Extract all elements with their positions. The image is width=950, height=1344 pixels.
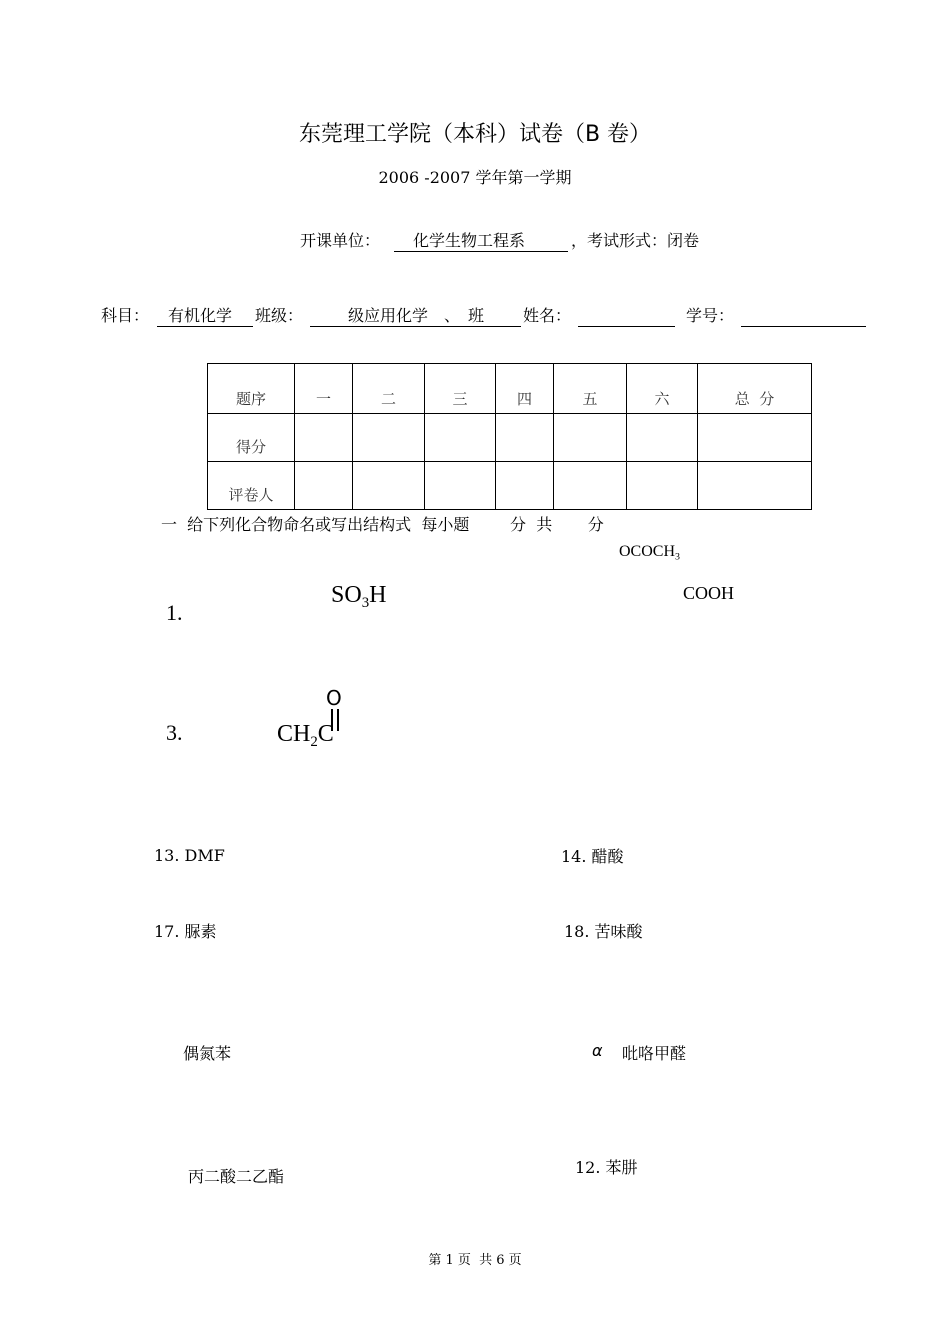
name-label: 姓名： [523, 306, 572, 325]
grader-cell[interactable] [295, 462, 353, 510]
score-row [208, 414, 812, 462]
score-cell[interactable] [353, 414, 425, 462]
score-cell[interactable] [295, 414, 353, 462]
question-2-cooh: COOH [683, 583, 735, 603]
formula-part: SO [331, 582, 362, 608]
class-value: 级应用化学 、 班 [348, 306, 485, 325]
formula-subscript: 3 [361, 595, 370, 612]
formula-subscript: 3 [675, 551, 680, 563]
grader-cell[interactable] [425, 462, 496, 510]
exam-format: ，考试形式：闭卷 [571, 231, 700, 250]
formula-part: H [369, 582, 387, 608]
score-table [207, 363, 812, 510]
score-table-header-row [208, 364, 812, 414]
score-header-cell: 六 [627, 364, 698, 414]
question-13: 13. DMF [154, 846, 225, 865]
page-footer: 第 1 页 共 6 页 [428, 1253, 522, 1268]
score-cell[interactable] [627, 414, 698, 462]
exam-term: 2006 -2007 学年第一学期 [378, 168, 572, 187]
grader-cell[interactable] [554, 462, 627, 510]
dept-underline [394, 251, 568, 252]
carbonyl-oxygen: O [326, 686, 342, 710]
score-header-cell: 三 [425, 364, 496, 414]
id-field[interactable] [741, 326, 866, 327]
question-17: 17. 脲素 [154, 922, 217, 941]
score-header-cell: 二 [353, 364, 425, 414]
score-cell[interactable] [425, 414, 496, 462]
dept-value: 化学生物工程系 [413, 231, 526, 250]
question-diethyl-malonate: 丙二酸二乙酯 [188, 1167, 285, 1186]
grader-cell[interactable] [353, 462, 425, 510]
score-row-label: 得分 [208, 414, 295, 462]
grader-row [208, 462, 812, 510]
class-label: 班级： [255, 306, 304, 325]
class-underline [310, 326, 521, 327]
question-1-formula [331, 582, 386, 612]
score-header-cell: 总 分 [698, 364, 812, 414]
grader-cell[interactable] [627, 462, 698, 510]
name-field[interactable] [578, 326, 675, 327]
grader-cell[interactable] [698, 462, 812, 510]
subject-underline [157, 326, 253, 327]
question-1-number: 1. [166, 600, 183, 625]
question-3-number: 3. [166, 720, 183, 745]
id-label: 学号： [686, 306, 735, 325]
dept-label: 开课单位： [300, 231, 381, 250]
formula-part: C [317, 721, 334, 747]
section-heading: 一 给下列化合物命名或写出结构式 每小题 分 共 分 [161, 515, 604, 534]
question-pyrrole-aldehyde: 吡咯甲醛 [622, 1044, 687, 1063]
question-azobenzene: 偶氮苯 [183, 1044, 232, 1063]
score-header-cell: 题序 [208, 364, 295, 414]
subject-label: 科目： [101, 306, 150, 325]
score-cell[interactable] [496, 414, 554, 462]
subject-value: 有机化学 [168, 306, 233, 325]
score-header-cell: 五 [554, 364, 627, 414]
score-cell[interactable] [554, 414, 627, 462]
score-header-cell: 一 [295, 364, 353, 414]
score-cell[interactable] [698, 414, 812, 462]
alpha-symbol: α [592, 1041, 603, 1060]
question-12: 12. 苯肼 [575, 1158, 638, 1177]
grader-row-label: 评卷人 [208, 462, 295, 510]
exam-title: 东莞理工学院（本科）试卷（B 卷） [298, 122, 652, 147]
question-3-formula [277, 721, 334, 751]
formula-subscript: 2 [310, 734, 318, 751]
formula-part: OCOCH [619, 543, 676, 560]
question-2-ococh3 [619, 543, 680, 562]
question-18: 18. 苦味酸 [564, 922, 643, 941]
formula-part: CH [277, 721, 311, 747]
question-14: 14. 醋酸 [561, 847, 624, 866]
score-header-cell: 四 [496, 364, 554, 414]
grader-cell[interactable] [496, 462, 554, 510]
